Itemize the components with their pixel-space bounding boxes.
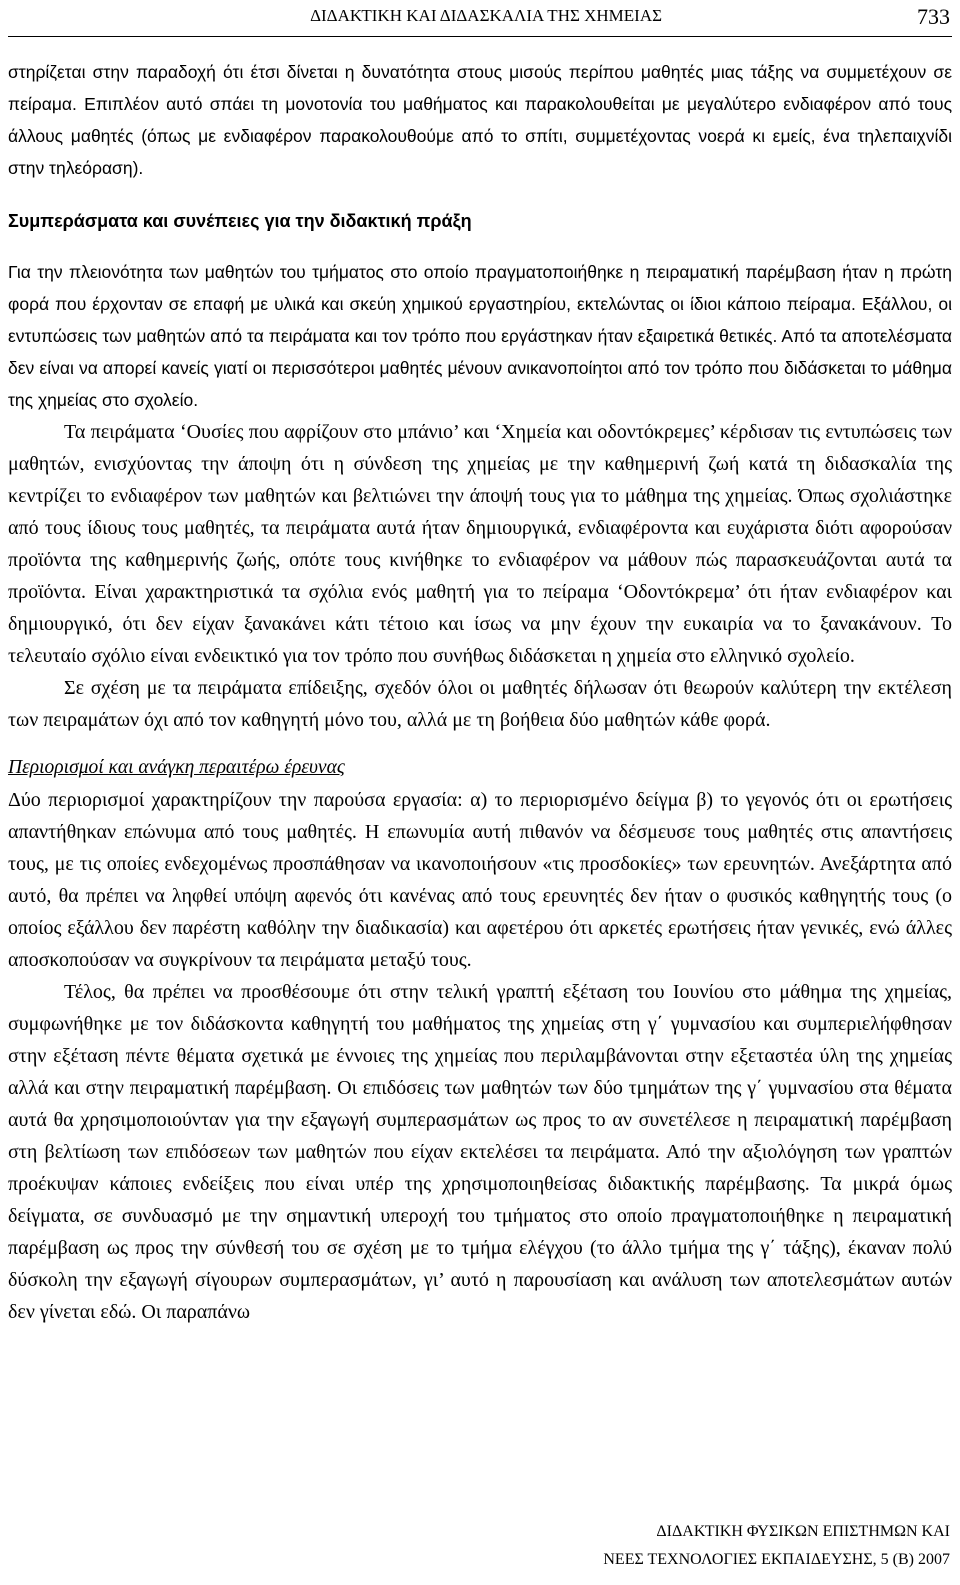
section-heading-limitations: Περιορισμοί και ανάγκη περαιτέρω έρευνας [8,757,345,778]
page-number: 733 [917,4,950,29]
paragraph-experiments: Τα πειράματα ‘Ουσίες που αφρίζουν στο μπάνιο’ και ‘Χημεία και οδοντόκρεμες’ κέρδισαν τις εντυπώσεις των μαθητών, ενισχύοντας την άποψη ότι η σύνδεση της χημείας με την καθημερινή ζωή κατά τη διδασκαλία της κεντρίζει το ενδιαφέρον των μαθητών και βελτιώνει την άποψή τους για το μάθημα της χημείας. Όπως σχολιάστηκε από τους ίδιους τους μαθητές, τα πειράματα αυτά ήταν δημιουργικά, ενδιαφέροντα και ευχάριστα διότι αφορούσαν προϊόντα της καθημερινής ζωής, οπότε τους κινήθηκε το ενδιαφέρον να μάθουν πώς παρασκευάζονται αυτά τα προϊόντα. Είναι χαρακτηριστικά τα σχόλια ενός μαθητή για το πείραμα ‘Οδοντόκρεμα’ ότι ήταν ενδιαφέρον και δημιουργικό, ότι δεν είχαν ξανακάνει κάτι τέτοιο και ίσως να μην έχουν την ευκαιρία να το ξανακάνουν. Το τελευταίο σχόλιο είναι ενδεικτικό για τον τρόπο που συνήθως διδάσκεται η χημεία στο ελληνικό σχολείο. [8,421,952,667]
paragraph-conclusions: Για την πλειονότητα των μαθητών του τμήματος στο οποίο πραγματοποιήθηκε η πειραματική παρέμβαση ήταν η πρώτη φορά που έρχονταν σε επαφή με υλικά και σκεύη χημικού εργαστηρίου, εκτελώντας οι ίδιοι κάποιο πείραμα. Εξάλλου, οι εντυπώσεις των μαθητών από τα πειράματα και τον τρόπο που εργάστηκαν ήταν εξαιρετικά θετικές. Από τα αποτελέσματα δεν είναι να απορεί κανείς γιατί οι περισσότεροι μαθητές μένουν ανικανοποίητοι από τον τρόπο που διδάσκεται το μάθημα της χημείας στο σχολείο. [8,262,952,410]
running-footer [603,1518,950,1574]
paragraph-limitations: Δύο περιορισμοί χαρακτηρίζουν την παρούσα εργασία: α) το περιορισμένο δείγμα β) το γεγονός ότι οι ερωτήσεις απαντήθηκαν επώνυμα από τους μαθητές. Η επωνυμία αυτή πιθανόν να δέσμευσε τους μαθητές στις απαντήσεις τους, με τις οποίες ενδεχομένως προσπάθησαν να ικανοποιήσουν «τις προσδοκίες» των ερευνητών. Ανεξάρτητα από αυτό, θα πρέπει να ληφθεί υπόψη αφενός ότι κανένας από τους ερευνητές δεν ήταν ο φυσικός καθηγητής τους (ο οποίος εξάλλου δεν παρέστη καθόλην την διαδικασία) και αφετέρου ότι αρκετές ερωτήσεις ήταν γενικές, ενώ άλλες αποσκοπούσαν να συγκρίνουν τα πειράματα μεταξύ τους. [8,789,952,971]
paragraph-final-exam: Τέλος, θα πρέπει να προσθέσουμε ότι στην τελική γραπτή εξέταση του Ιουνίου στο μάθημα της χημείας, συμφωνήθηκε με τον διδάσκοντα καθηγητή του μαθήματος της χημείας στη γ΄ γυμνασίου και συμπεριελήφθησαν στην εξέταση πέντε θέματα σχετικά με έννοιες της χημείας που περιλαμβάνονται στην εξεταστέα ύλη της χημείας αλλά και στην πειραματική παρέμβαση. Οι επιδόσεις των μαθητών των δύο τμημάτων της γ΄ γυμνασίου στα θέματα αυτά θα χρησιμοποιούνταν για την εξαγωγή συμπερασμάτων ως προς το αν συνετέλεσε η πειραματική παρέμβαση στη βελτίωση των επιδόσεων των μαθητών που είχαν εκτελέσει τα πειράματα. Από την αξιολόγηση των γραπτών προέκυψαν κάποιες ενδείξεις που είναι υπέρ της χρησιμοποιηθείσας διδακτικής παρέμβασης. Τα μικρά όμως δείγματα, σε συνδυασμό με την σημαντική υπεροχή του τμήματος στο οποίο πραγματοποιήθηκε η πειραματική παρέμβαση ως προς την σύνθεσή του σε σχέση με το τμήμα ελέγχου (το άλλο τμήμα της γ΄ τάξης), έκαναν πολύ δύσκολη την εξαγωγή σίγουρων συμπερασμάτων, γι’ αυτό η παρουσίαση και ανάλυση των αποτελεσμάτων αυτών δεν γίνεται εδώ. Οι παραπάνω [8,981,952,1323]
journal-section-title: ΔΙΔΑΚΤΙΚΗ ΚΑΙ ΔΙΔΑΣΚΑΛΙΑ ΤΗΣ ΧΗΜΕΙΑΣ [310,6,662,25]
footer-journal-line2: ΝΕΕΣ ΤΕΧΝΟΛΟΓΙΕΣ ΕΚΠΑΙΔΕΥΣΗΣ, 5 (Β) 2007 [603,1551,950,1568]
paragraph-intro: στηρίζεται στην παραδοχή ότι έτσι δίνεται η δυνατότητα στους μισούς περίπου μαθητές μιας τάξης να συμμετέχουν σε πείραμα. Επιπλέον αυτό σπάει τη μονοτονία του μαθήματος και παρακολουθείται με μεγαλύτερο ενδιαφέρον από τους άλλους μαθητές (όπως με ενδιαφέρον παρακολουθούμε από το σπίτι, συμμετέχοντας νοερά κι εμείς, ένα τηλεπαιχνίδι στην τηλεόραση). [8,62,952,178]
page-body [8,56,952,1328]
section-heading-conclusions: Συμπεράσματα και συνέπειες για την διδακτική πράξη [8,211,472,231]
running-header [8,6,952,37]
paragraph-demonstrations: Σε σχέση με τα πειράματα επίδειξης, σχεδόν όλοι οι μαθητές δήλωσαν ότι θεωρούν καλύτερη την εκτέλεση των πειραμάτων όχι από τον καθηγητή μόνο του, αλλά με τη βοήθεια δύο μαθητών κάθε φορά. [8,677,952,731]
footer-journal-line1: ΔΙΔΑΚΤΙΚΗ ΦΥΣΙΚΩΝ ΕΠΙΣΤΗΜΩΝ ΚΑΙ [656,1523,950,1540]
